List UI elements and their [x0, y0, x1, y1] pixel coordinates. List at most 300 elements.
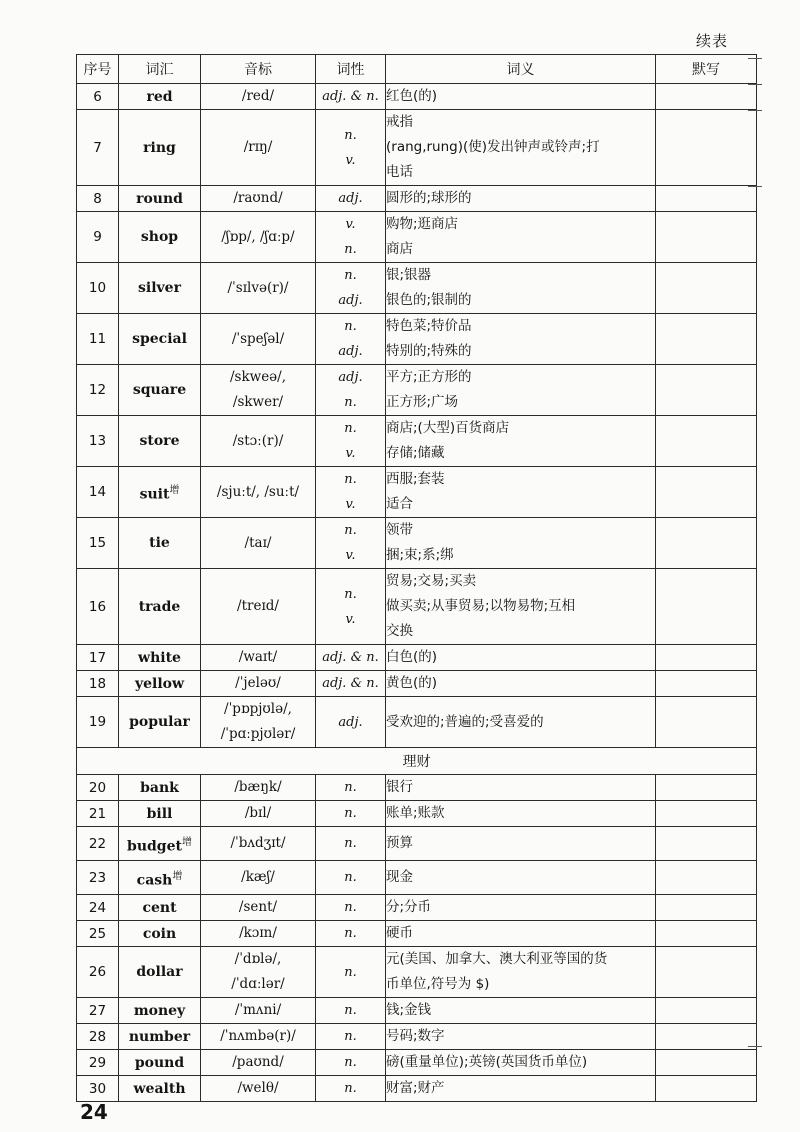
table-row [77, 569, 757, 645]
meaning [386, 110, 656, 186]
phonetic-line: /ˈdɒlə/, [234, 951, 282, 967]
vocab-word [119, 998, 201, 1024]
meaning [386, 671, 656, 697]
phonetic-line: /skweə/, [229, 369, 287, 385]
part-of-speech-line: adj. [338, 191, 363, 206]
row-number: 13 [77, 416, 119, 467]
phonetic [201, 775, 316, 801]
row-number: 24 [77, 895, 119, 921]
phonetic-line: /bɪl/ [244, 805, 272, 821]
part-of-speech-line: adj. [338, 293, 363, 308]
vocab-word-text: shop [140, 229, 179, 245]
row-number: 26 [77, 947, 119, 998]
dictation-cell[interactable] [656, 1024, 757, 1050]
meaning [386, 314, 656, 365]
phonetic [201, 186, 316, 212]
row-number: 12 [77, 365, 119, 416]
part-of-speech [316, 467, 386, 518]
row-number: 29 [77, 1050, 119, 1076]
phonetic [201, 212, 316, 263]
part-of-speech [316, 314, 386, 365]
dictation-cell[interactable] [656, 467, 757, 518]
phonetic-line: /ˈmʌni/ [234, 1002, 282, 1018]
vocab-word-text: popular [129, 714, 190, 730]
dictation-cell[interactable] [656, 998, 757, 1024]
vocab-word [119, 1024, 201, 1050]
part-of-speech-line: n. [344, 472, 357, 487]
part-of-speech [316, 895, 386, 921]
meaning-line: 磅(重量单位);英镑(英国货币单位) [386, 1054, 588, 1070]
part-of-speech-line: n. [344, 806, 357, 821]
phonetic-line: /ˈpɑːpjʊlər/ [220, 726, 296, 742]
part-of-speech [316, 998, 386, 1024]
part-of-speech [316, 1050, 386, 1076]
phonetic [201, 518, 316, 569]
phonetic-line: /ˈdɑːlər/ [231, 976, 285, 992]
part-of-speech-line: v. [345, 611, 356, 627]
phonetic [201, 416, 316, 467]
part-of-speech [316, 84, 386, 110]
dictation-cell[interactable] [656, 110, 757, 186]
meaning [386, 1024, 656, 1050]
part-of-speech [316, 827, 386, 861]
table-row [77, 775, 757, 801]
phonetic [201, 84, 316, 110]
vocab-word [119, 467, 201, 518]
part-of-speech-line: n. [344, 1029, 357, 1044]
meaning-line: 币单位,符号为 $) [386, 976, 490, 992]
vocab-word [119, 110, 201, 186]
meaning-line: 银行 [386, 779, 413, 795]
row-number: 16 [77, 569, 119, 645]
part-of-speech [316, 212, 386, 263]
phonetic [201, 645, 316, 671]
table-row [77, 921, 757, 947]
vocab-word-text: yellow [134, 675, 185, 692]
meaning [386, 861, 656, 895]
vocab-word-text: budget [127, 838, 182, 855]
vocab-word-text: ring [143, 139, 176, 156]
vocab-word [119, 518, 201, 569]
vocab-word-text: silver [138, 280, 181, 296]
meaning [386, 921, 656, 947]
vocab-word-text: coin [142, 925, 177, 942]
table-row [77, 186, 757, 212]
vocab-word-text: bill [146, 805, 173, 822]
phonetic-line: /raʊnd/ [233, 190, 283, 206]
part-of-speech-line: v. [345, 446, 356, 461]
part-of-speech-line: adj. [338, 344, 363, 359]
page-edge-mark [748, 84, 762, 85]
phonetic [201, 569, 316, 645]
vocab-word-text: number [128, 1028, 191, 1045]
meaning-line: 商店 [386, 241, 413, 257]
meaning [386, 947, 656, 998]
phonetic [201, 697, 316, 748]
vocab-word-text: bank [140, 779, 179, 796]
row-number: 8 [77, 186, 119, 212]
header-dictation: 默写 [656, 55, 757, 84]
part-of-speech-line: n. [344, 1003, 357, 1018]
meaning-line: (rang,rung)(使)发出钟声或铃声;打 [386, 139, 600, 155]
part-of-speech-line: n. [344, 780, 357, 795]
vocab-word [119, 947, 201, 998]
vocab-word-text: red [146, 88, 173, 105]
meaning-line: 财富;财产 [386, 1080, 445, 1096]
phonetic-line: /paʊnd/ [232, 1054, 284, 1070]
table-row [77, 84, 757, 110]
meaning-line: 存储;储藏 [386, 445, 445, 461]
phonetic-line: /kæʃ/ [241, 869, 275, 885]
meaning [386, 801, 656, 827]
header-pos: 词性 [316, 55, 386, 84]
phonetic-line: /ˈpɒpjʊlə/, [224, 701, 292, 717]
part-of-speech [316, 365, 386, 416]
dictation-cell[interactable] [656, 921, 757, 947]
table-row [77, 697, 757, 748]
part-of-speech-line: n. [344, 870, 357, 885]
table-row [77, 263, 757, 314]
meaning [386, 365, 656, 416]
row-number: 28 [77, 1024, 119, 1050]
meaning-line: 领带 [386, 522, 413, 538]
header-meaning: 词义 [386, 55, 656, 84]
dictation-cell[interactable] [656, 645, 757, 671]
phonetic-line: /ˈjeləʊ/ [235, 675, 281, 691]
phonetic-line: /stɔː(r)/ [232, 432, 284, 449]
part-of-speech-line: v. [345, 548, 356, 563]
meaning-line: 黄色(的) [386, 675, 438, 691]
vocab-word-text: square [132, 382, 187, 398]
vocab-word [119, 84, 201, 110]
part-of-speech [316, 801, 386, 827]
dictation-cell[interactable] [656, 861, 757, 895]
part-of-speech [316, 861, 386, 895]
dictation-cell[interactable] [656, 947, 757, 998]
part-of-speech-line: n. [344, 586, 357, 602]
dictation-cell[interactable] [656, 518, 757, 569]
dictation-cell[interactable] [656, 1076, 757, 1102]
part-of-speech-line: n. [344, 523, 357, 538]
dictation-cell[interactable] [656, 314, 757, 365]
part-of-speech-line: n. [344, 127, 357, 143]
meaning-line: 银色的;银制的 [386, 292, 472, 308]
dictation-cell[interactable] [656, 671, 757, 697]
header-row [77, 55, 757, 84]
meaning-line: 特别的;特殊的 [386, 343, 472, 359]
table-row [77, 1050, 757, 1076]
phonetic [201, 861, 316, 895]
dictation-cell[interactable] [656, 186, 757, 212]
part-of-speech [316, 1076, 386, 1102]
meaning [386, 467, 656, 518]
dictation-cell[interactable] [656, 801, 757, 827]
dictation-cell[interactable] [656, 212, 757, 263]
table-row [77, 314, 757, 365]
meaning-line: 预算 [386, 835, 413, 851]
table-row [77, 998, 757, 1024]
row-number: 25 [77, 921, 119, 947]
part-of-speech-line: n. [344, 268, 357, 283]
vocab-word [119, 365, 201, 416]
phonetic [201, 365, 316, 416]
phonetic [201, 998, 316, 1024]
part-of-speech-line: n. [344, 395, 357, 410]
vocab-word-text: white [138, 649, 181, 666]
part-of-speech [316, 775, 386, 801]
vocab-word [119, 895, 201, 921]
vocab-word [119, 645, 201, 671]
meaning-line: 交换 [386, 623, 413, 639]
meaning [386, 827, 656, 861]
header-ipa: 音标 [201, 55, 316, 84]
phonetic [201, 1076, 316, 1102]
table-row [77, 861, 757, 895]
part-of-speech [316, 110, 386, 186]
row-number: 6 [77, 84, 119, 110]
phonetic [201, 671, 316, 697]
vocab-word [119, 697, 201, 748]
dictation-cell[interactable] [656, 895, 757, 921]
part-of-speech [316, 518, 386, 569]
row-number: 11 [77, 314, 119, 365]
row-number: 9 [77, 212, 119, 263]
meaning [386, 1050, 656, 1076]
part-of-speech [316, 1024, 386, 1050]
meaning [386, 775, 656, 801]
phonetic-line: /waɪt/ [238, 649, 278, 665]
row-number: 18 [77, 671, 119, 697]
meaning-line: 购物;逛商店 [386, 216, 459, 232]
phonetic [201, 263, 316, 314]
row-number: 30 [77, 1076, 119, 1102]
vocab-word-text: tie [149, 535, 170, 551]
meaning [386, 84, 656, 110]
row-number: 20 [77, 775, 119, 801]
part-of-speech-line: n. [344, 421, 357, 436]
part-of-speech-line: n. [344, 319, 357, 334]
table-row [77, 895, 757, 921]
row-number: 7 [77, 110, 119, 186]
part-of-speech-line: n. [344, 926, 357, 941]
vocab-word [119, 1076, 201, 1102]
vocab-word-text: cent [142, 899, 177, 916]
table-row [77, 671, 757, 697]
added-word-marker: 增 [181, 836, 192, 848]
row-number: 17 [77, 645, 119, 671]
part-of-speech-line: n. [344, 964, 357, 980]
part-of-speech-line: v. [345, 497, 356, 512]
meaning [386, 263, 656, 314]
meaning-line: 适合 [386, 496, 413, 512]
part-of-speech [316, 947, 386, 998]
header-word: 词汇 [119, 55, 201, 84]
part-of-speech-line: n. [344, 242, 357, 257]
phonetic [201, 801, 316, 827]
page-edge-mark [748, 186, 762, 187]
dictation-cell[interactable] [656, 84, 757, 110]
vocab-word [119, 801, 201, 827]
row-number: 23 [77, 861, 119, 895]
table-row [77, 1076, 757, 1102]
added-word-marker: 增 [169, 485, 180, 497]
dictation-cell[interactable] [656, 365, 757, 416]
page-edge-mark [748, 110, 762, 111]
row-number: 14 [77, 467, 119, 518]
page-number: 24 [80, 1100, 108, 1124]
table-row [77, 947, 757, 998]
section-row [77, 748, 757, 775]
vocab-word [119, 186, 201, 212]
meaning-line: 受欢迎的;普遍的;受喜爱的 [386, 713, 544, 730]
vocab-word [119, 416, 201, 467]
meaning-line: 账单;账款 [386, 805, 445, 821]
meaning [386, 1076, 656, 1102]
meaning-line: 硬币 [386, 925, 413, 941]
dictation-cell[interactable] [656, 416, 757, 467]
dictation-cell[interactable] [656, 827, 757, 861]
vocab-word-text: cash [136, 872, 173, 889]
phonetic-line: /skwer/ [232, 394, 284, 410]
meaning [386, 569, 656, 645]
row-number: 10 [77, 263, 119, 314]
dictation-cell[interactable] [656, 263, 757, 314]
meaning-line: 白色(的) [386, 649, 438, 665]
vocab-word [119, 212, 201, 263]
meaning [386, 697, 656, 748]
table-row [77, 1024, 757, 1050]
dictation-cell[interactable] [656, 775, 757, 801]
vocab-word-text: money [133, 1002, 186, 1019]
phonetic-line: /kɔɪn/ [239, 925, 277, 941]
part-of-speech-line: v. [345, 152, 356, 168]
meaning [386, 186, 656, 212]
table-row [77, 467, 757, 518]
page-edge-mark [748, 1046, 762, 1047]
row-number: 21 [77, 801, 119, 827]
phonetic-line: /welθ/ [237, 1080, 279, 1096]
meaning-line: 贸易;交易;买卖 [386, 573, 477, 589]
table-row [77, 801, 757, 827]
part-of-speech-line: adj. [338, 370, 363, 385]
meaning-line: 红色(的) [386, 88, 438, 104]
table-row [77, 416, 757, 467]
page-edge-mark [748, 58, 762, 59]
vocab-word [119, 827, 201, 861]
meaning-line: 元(美国、加拿大、澳大利亚等国的货 [386, 951, 608, 967]
part-of-speech [316, 569, 386, 645]
meaning-line: 钱;金钱 [386, 1002, 432, 1018]
phonetic-line: /bæŋk/ [234, 779, 282, 795]
row-number: 15 [77, 518, 119, 569]
row-number: 19 [77, 697, 119, 748]
meaning-line: 做买卖;从事贸易;以物易物;互相 [386, 598, 576, 614]
table-row [77, 518, 757, 569]
meaning-line: 号码;数字 [386, 1028, 445, 1044]
continued-label: 续表 [695, 32, 728, 50]
phonetic [201, 1024, 316, 1050]
part-of-speech [316, 186, 386, 212]
phonetic [201, 921, 316, 947]
part-of-speech-line: adj. & n. [322, 650, 379, 665]
meaning-line: 分;分币 [386, 899, 432, 915]
meaning [386, 212, 656, 263]
phonetic-line: /sjuːt/, /suːt/ [216, 483, 300, 500]
vocab-word [119, 314, 201, 365]
meaning-line: 电话 [386, 164, 413, 180]
meaning-line: 捆;束;系;绑 [386, 547, 454, 563]
table-row [77, 110, 757, 186]
row-number: 22 [77, 827, 119, 861]
phonetic-line: /rɪŋ/ [243, 139, 273, 155]
phonetic-line: /taɪ/ [244, 534, 272, 551]
phonetic [201, 1050, 316, 1076]
vocab-word [119, 671, 201, 697]
vocab-word [119, 569, 201, 645]
part-of-speech-line: adj. & n. [322, 89, 379, 104]
phonetic-line: /ˈsɪlvə(r)/ [227, 279, 289, 296]
meaning-line: 银;银器 [386, 267, 432, 283]
meaning-line: 圆形的;球形的 [386, 190, 472, 206]
header-num: 序号 [77, 55, 119, 84]
phonetic-line: /treɪd/ [237, 598, 279, 614]
meaning-line: 平方;正方形的 [386, 369, 472, 385]
part-of-speech [316, 671, 386, 697]
table-row [77, 645, 757, 671]
dictation-cell[interactable] [656, 697, 757, 748]
meaning [386, 645, 656, 671]
phonetic [201, 110, 316, 186]
vocab-word [119, 263, 201, 314]
meaning-line: 商店;(大型)百货商店 [386, 420, 510, 436]
vocab-word-text: suit [139, 486, 170, 503]
meaning [386, 416, 656, 467]
meaning [386, 998, 656, 1024]
vocab-word-text: dollar [136, 964, 183, 980]
row-number: 27 [77, 998, 119, 1024]
meaning-line: 现金 [386, 869, 413, 885]
phonetic [201, 895, 316, 921]
part-of-speech-line: n. [344, 836, 357, 851]
part-of-speech-line: v. [345, 217, 356, 232]
vocab-word [119, 775, 201, 801]
vocab-word-text: wealth [133, 1080, 186, 1097]
meaning-line: 西服;套装 [386, 471, 445, 487]
part-of-speech [316, 921, 386, 947]
part-of-speech-line: n. [344, 1081, 357, 1096]
phonetic-line: /ˈnʌmbə(r)/ [220, 1028, 296, 1044]
section-title: 理财 [77, 748, 757, 775]
part-of-speech-line: n. [344, 1055, 357, 1070]
phonetic-line: /ˈbʌdʒɪt/ [230, 835, 286, 851]
part-of-speech-line: adj. [338, 714, 363, 730]
phonetic [201, 827, 316, 861]
part-of-speech [316, 697, 386, 748]
phonetic-line: /ˈspeʃəl/ [231, 330, 285, 347]
part-of-speech [316, 263, 386, 314]
meaning-line: 戒指 [386, 114, 413, 130]
table-row [77, 827, 757, 861]
meaning [386, 895, 656, 921]
phonetic [201, 467, 316, 518]
dictation-cell[interactable] [656, 1050, 757, 1076]
vocab-word [119, 1050, 201, 1076]
vocab-word [119, 861, 201, 895]
part-of-speech [316, 645, 386, 671]
part-of-speech-line: n. [344, 900, 357, 915]
vocab-word-text: round [136, 190, 183, 207]
dictation-cell[interactable] [656, 569, 757, 645]
